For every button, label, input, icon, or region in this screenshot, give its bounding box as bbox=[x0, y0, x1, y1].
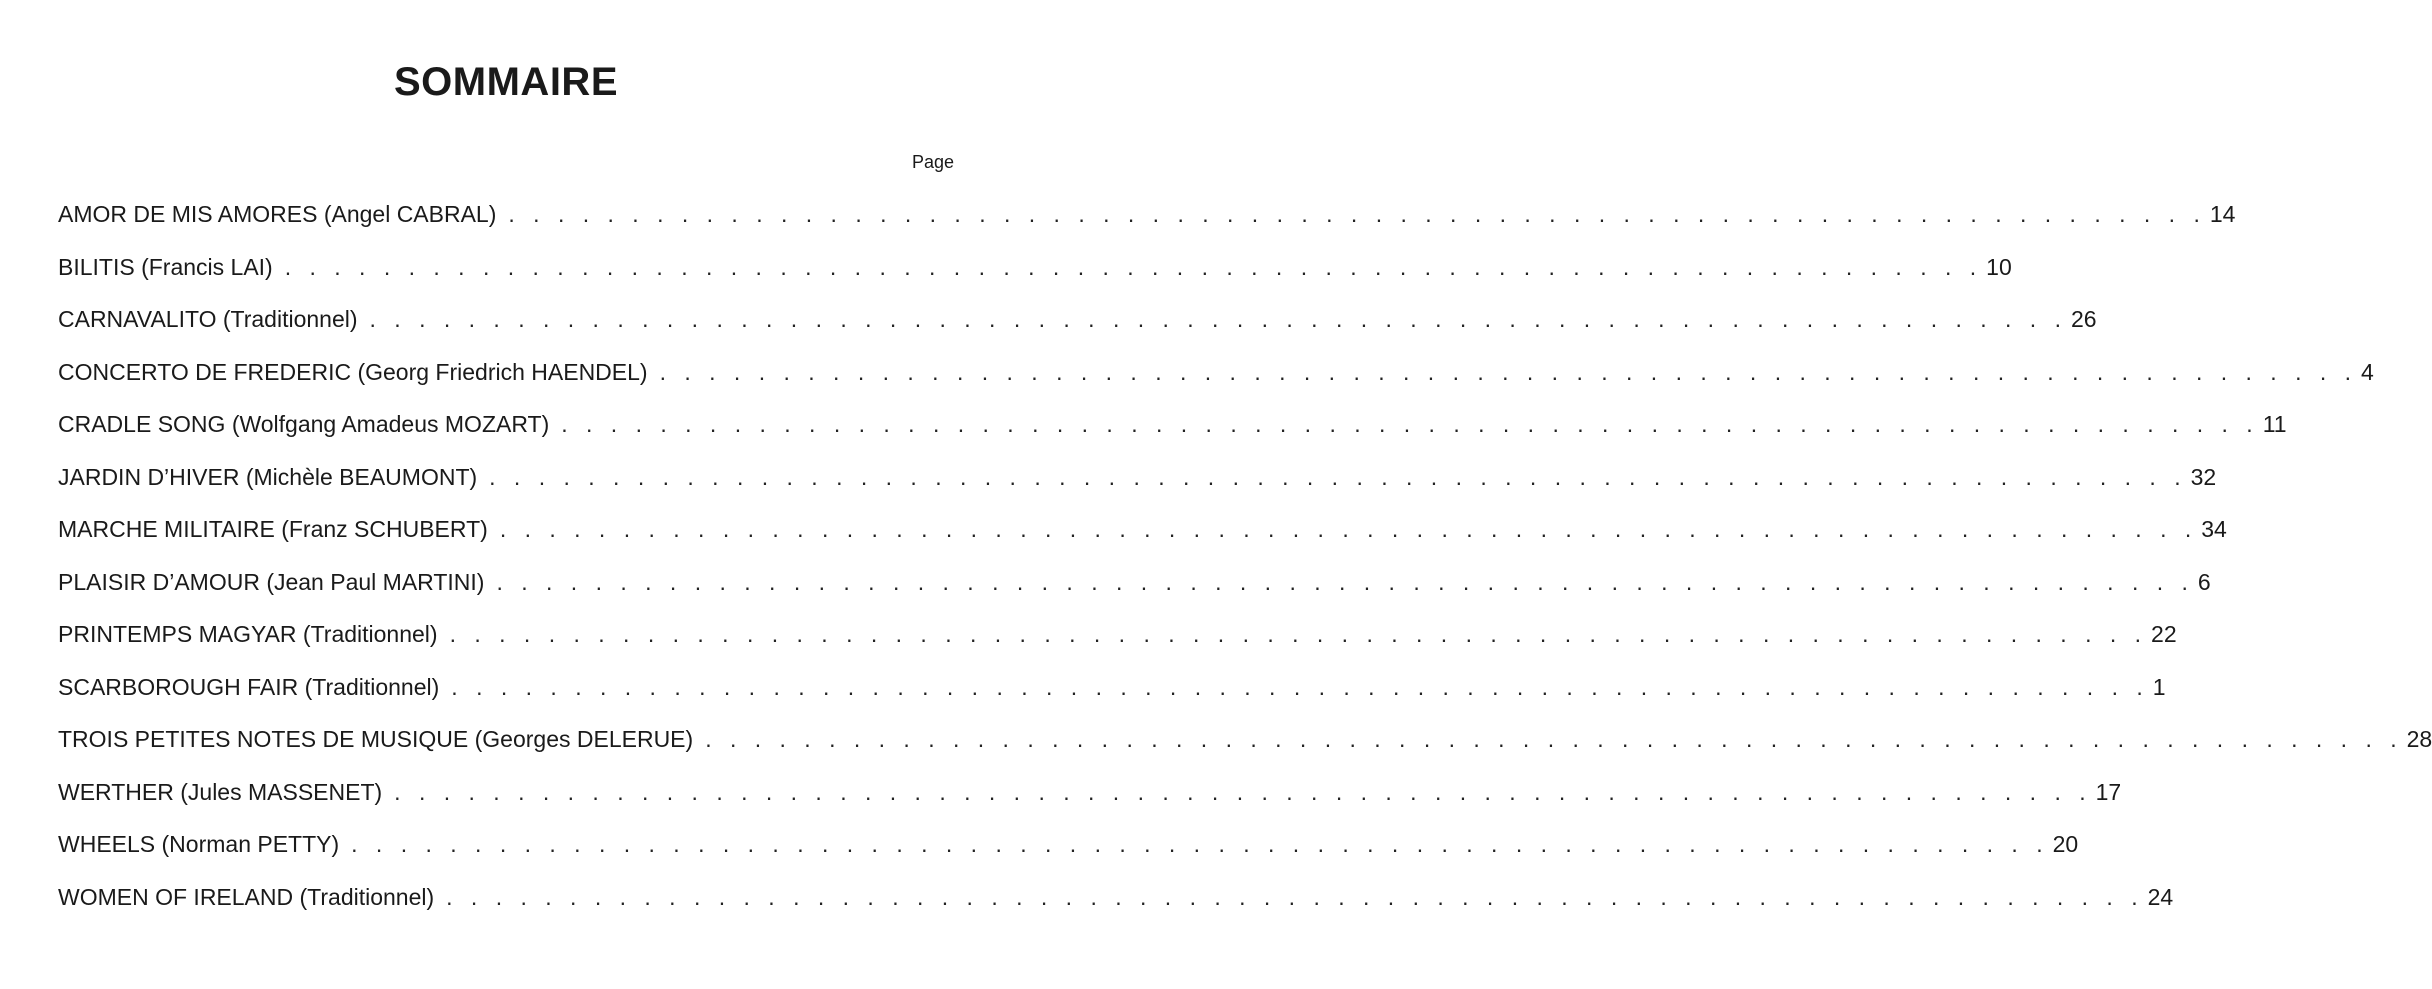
toc-entry-page: 22 bbox=[2151, 621, 2177, 647]
toc-entry bbox=[58, 871, 2174, 924]
toc-entry bbox=[58, 451, 2217, 504]
toc-entry-page: 20 bbox=[2052, 831, 2079, 857]
toc-entry-page: 28 bbox=[2406, 726, 2432, 752]
toc-entry bbox=[58, 661, 2166, 714]
toc-entry-page: 34 bbox=[2201, 516, 2227, 542]
toc-entry-page: 14 bbox=[2209, 201, 2236, 227]
toc-entry-page: 1 bbox=[2152, 673, 2166, 700]
dot-leader: . . . . . . . . . . . . . . . . . . . . . . . . . . . . . . . . . . . . . . . . . . . . . . . . . . . . . . . . . . . . . . . . . . . . . bbox=[446, 883, 2144, 910]
dot-leader: . . . . . . . . . . . . . . . . . . . . . . . . . . . . . . . . . . . . . . . . . . . . . . . . . . . . . . . . . . . . . . . . . . . . . bbox=[659, 358, 2358, 385]
toc-entry-page: 6 bbox=[2197, 568, 2211, 595]
toc-entry bbox=[58, 346, 2374, 399]
dot-leader: . . . . . . . . . . . . . . . . . . . . . . . . . . . . . . . . . . . . . . . . . . . . . . . . . . . . . . . . . . . . . . . . . . . . . bbox=[489, 463, 2187, 490]
dot-leader: . . . . . . . . . . . . . . . . . . . . . . . . . . . . . . . . . . . . . . . . . . . . . . . . . . . . . . . . . . . . . . . . . . . . . bbox=[705, 726, 2403, 752]
toc-entry-title: WERTHER (Jules MASSENET) bbox=[58, 778, 383, 805]
toc-entry-page: 10 bbox=[1986, 253, 2012, 280]
toc-entry-title: BILITIS (Francis LAI) bbox=[58, 253, 273, 280]
toc-entry-page: 11 bbox=[2262, 411, 2287, 437]
dot-leader: . . . . . . . . . . . . . . . . . . . . . . . . . . . . . . . . . . . . . . . . . . . . . . . . . . . . . . . . . . . . . . . . . . . . . bbox=[449, 621, 2148, 647]
toc-entry bbox=[58, 398, 2287, 451]
toc-entry-title: CRADLE SONG (Wolfgang Amadeus MOZART) bbox=[58, 411, 550, 437]
dot-leader: . . . . . . . . . . . . . . . . . . . . . . . . . . . . . . . . . . . . . . . . . . . . . . . . . . . . . . . . . . . . . . . . . . . . . bbox=[508, 201, 2206, 227]
dot-leader: . . . . . . . . . . . . . . . . . . . . . . . . . . . . . . . . . . . . . . . . . . . . . . . . . . . . . . . . . . . . . . . . . . . . . bbox=[561, 411, 2259, 437]
toc-entry bbox=[58, 556, 2211, 609]
dot-leader: . . . . . . . . . . . . . . . . . . . . . . . . . . . . . . . . . . . . . . . . . . . . . . . . . . . . . . . . . . . . . . . . . . . . . bbox=[284, 253, 1983, 280]
dot-leader: . . . . . . . . . . . . . . . . . . . . . . . . . . . . . . . . . . . . . . . . . . . . . . . . . . . . . . . . . . . . . . . . . . . . . bbox=[499, 516, 2198, 542]
dot-leader: . . . . . . . . . . . . . . . . . . . . . . . . . . . . . . . . . . . . . . . . . . . . . . . . . . . . . . . . . . . . . . . . . . . . . bbox=[369, 306, 2067, 332]
toc-entry-title: PLAISIR D’AMOUR (Jean Paul MARTINI) bbox=[58, 568, 485, 595]
toc-entry-title: MARCHE MILITAIRE (Franz SCHUBERT) bbox=[58, 516, 488, 542]
toc-entry-page: 24 bbox=[2147, 883, 2174, 910]
toc-entry bbox=[58, 503, 2227, 556]
toc-entry-page: 26 bbox=[2070, 306, 2097, 332]
toc-entry-title: WOMEN OF IRELAND (Traditionnel) bbox=[58, 883, 435, 910]
page-title: SOMMAIRE bbox=[394, 60, 618, 104]
toc-entry bbox=[58, 818, 2079, 871]
toc-entry-page: 32 bbox=[2190, 463, 2217, 490]
toc-entry bbox=[58, 241, 2012, 294]
dot-leader: . . . . . . . . . . . . . . . . . . . . . . . . . . . . . . . . . . . . . . . . . . . . . . . . . . . . . . . . . . . . . . . . . . . . . bbox=[451, 673, 2149, 700]
dot-leader: . . . . . . . . . . . . . . . . . . . . . . . . . . . . . . . . . . . . . . . . . . . . . . . . . . . . . . . . . . . . . . . . . . . . . bbox=[394, 778, 2092, 805]
toc-entry-title: AMOR DE MIS AMORES (Angel CABRAL) bbox=[58, 201, 497, 227]
toc-entry bbox=[58, 293, 2097, 346]
dot-leader: . . . . . . . . . . . . . . . . . . . . . . . . . . . . . . . . . . . . . . . . . . . . . . . . . . . . . . . . . . . . . . . . . . . . . bbox=[351, 831, 2049, 857]
toc-entry-title: CARNAVALITO (Traditionnel) bbox=[58, 306, 358, 332]
toc-entry bbox=[58, 766, 2122, 819]
toc-entry-page: 17 bbox=[2095, 778, 2122, 805]
toc-entry-page: 4 bbox=[2361, 358, 2374, 385]
toc-entry-title: WHEELS (Norman PETTY) bbox=[58, 831, 340, 857]
toc-entry-title: TROIS PETITES NOTES DE MUSIQUE (Georges DELERUE) bbox=[58, 726, 694, 752]
toc-entry-title: JARDIN D’HIVER (Michèle BEAUMONT) bbox=[58, 463, 478, 490]
page-column-label: Page bbox=[912, 152, 955, 172]
toc-entry-title: CONCERTO DE FREDERIC (Georg Friedrich HAENDEL) bbox=[58, 358, 648, 385]
dot-leader: . . . . . . . . . . . . . . . . . . . . . . . . . . . . . . . . . . . . . . . . . . . . . . . . . . . . . . . . . . . . . . . . . . . . . bbox=[496, 568, 2194, 595]
toc-entry-title: PRINTEMPS MAGYAR (Traditionnel) bbox=[58, 621, 438, 647]
table-of-contents bbox=[58, 188, 2432, 923]
toc-entry bbox=[58, 608, 2177, 661]
toc-entry bbox=[58, 713, 2432, 766]
toc-entry-title: SCARBOROUGH FAIR (Traditionnel) bbox=[58, 673, 440, 700]
toc-entry bbox=[58, 188, 2236, 241]
